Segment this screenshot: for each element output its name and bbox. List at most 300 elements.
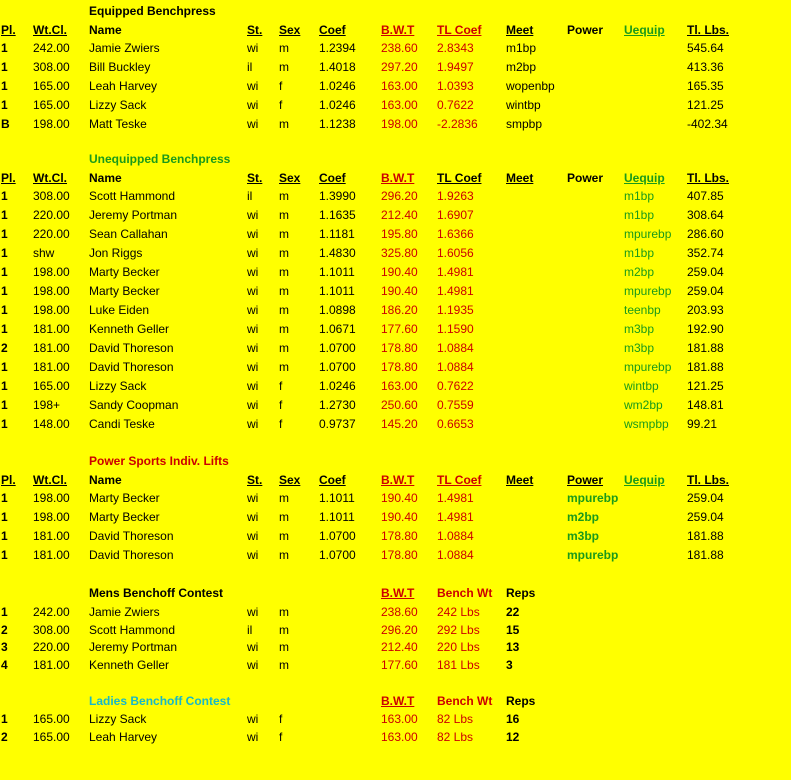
header-lbs: Tl. Lbs. <box>687 473 729 487</box>
cell-bwt: 163.00 <box>381 730 418 744</box>
cell-coef: 1.3990 <box>319 189 356 203</box>
cell-lbs: 148.81 <box>687 398 724 412</box>
header-st: St. <box>247 171 263 185</box>
cell-coef: 1.0700 <box>319 341 356 355</box>
cell-sex: m <box>279 284 289 298</box>
cell-st: wi <box>247 303 259 317</box>
cell-pl: 2 <box>1 730 8 744</box>
cell-st: wi <box>247 657 259 672</box>
cell-wt: 220.00 <box>33 227 70 241</box>
table-row <box>0 622 791 638</box>
cell-name: Jamie Zwiers <box>89 41 160 55</box>
cell-wt: 198.00 <box>33 491 70 505</box>
cell-lbs: 259.04 <box>687 491 724 505</box>
cell-pl: 2 <box>1 341 8 355</box>
header-sex: Sex <box>279 473 301 487</box>
section-header-mens <box>0 585 791 601</box>
cell-coef: 1.1011 <box>319 265 355 279</box>
cell-sex: m <box>279 510 289 524</box>
table-row <box>0 97 791 113</box>
section-title-equipped: Equipped Benchpress <box>89 4 216 18</box>
cell-pl: 1 <box>1 41 8 55</box>
cell-wt: 181.00 <box>33 657 70 672</box>
header-bwt: B.W.T <box>381 171 415 185</box>
table-row <box>0 264 791 280</box>
cell-name: David Thoreson <box>89 548 174 562</box>
cell-coef: 1.0246 <box>319 98 356 112</box>
cell-sex: m <box>279 303 289 317</box>
cell-pl: 1 <box>1 189 8 203</box>
cell-bwt: 250.60 <box>381 398 418 412</box>
cell-tl: 1.4981 <box>437 510 474 524</box>
cell-st: wi <box>247 98 259 112</box>
cell-pl: 1 <box>1 79 8 93</box>
cell-st: wi <box>247 640 259 654</box>
cell-pl: 1 <box>1 605 8 619</box>
cell-meet: m1bp <box>506 41 537 55</box>
cell-tl: 1.9263 <box>437 189 474 203</box>
cell-wt: 242.00 <box>33 41 70 55</box>
cell-name: Marty Becker <box>89 510 160 524</box>
cell-reps: 12 <box>506 730 520 744</box>
cell-bwt: 238.60 <box>381 605 418 619</box>
cell-bwt: 163.00 <box>381 712 418 726</box>
cell-lbs: 259.04 <box>687 265 724 279</box>
cell-pl: 2 <box>1 622 8 637</box>
cell-sex: m <box>279 208 289 222</box>
cell-name: Matt Teske <box>89 117 147 131</box>
cell-wt: 165.00 <box>33 98 70 112</box>
cell-tl: 1.0884 <box>437 341 474 355</box>
cell-st: wi <box>247 265 259 279</box>
cell-pl: 1 <box>1 303 8 317</box>
cell-tl: 0.6653 <box>437 417 474 431</box>
header-pl: Pl. <box>1 23 16 37</box>
cell-st: wi <box>247 548 259 562</box>
section-title-mens: Mens Benchoff Contest <box>89 586 224 600</box>
cell-lbs: 545.64 <box>687 41 724 55</box>
cell-name: Leah Harvey <box>89 730 158 744</box>
table-row <box>0 40 791 56</box>
cell-pl: 1 <box>1 265 8 279</box>
header-reps: Reps <box>506 694 536 708</box>
cell-coef: 1.4018 <box>319 60 356 74</box>
cell-wt: shw <box>33 246 55 260</box>
cell-name: Kenneth Geller <box>89 322 170 336</box>
cell-st: wi <box>247 79 259 93</box>
cell-lbs: 308.64 <box>687 208 724 222</box>
cell-wt: 308.00 <box>33 622 70 637</box>
table-row <box>0 604 791 620</box>
cell-coef: 0.9737 <box>319 417 356 431</box>
cell-bwt: 212.40 <box>381 208 418 222</box>
cell-sex: f <box>279 98 283 112</box>
cell-tl: 1.0884 <box>437 360 474 374</box>
cell-wt: 198.00 <box>33 284 70 298</box>
cell-sex: m <box>279 265 289 279</box>
cell-name: Lizzy Sack <box>89 379 147 393</box>
table-row <box>0 711 791 727</box>
cell-bwt: 178.80 <box>381 360 418 374</box>
cell-coef: 1.0700 <box>319 529 356 543</box>
cell-tl: 1.0884 <box>437 529 474 543</box>
cell-coef: 1.0246 <box>319 79 356 93</box>
cell-tl: 1.6056 <box>437 246 474 260</box>
cell-reps: 15 <box>506 622 520 637</box>
cell-pl: 1 <box>1 491 8 505</box>
cell-name: Marty Becker <box>89 284 160 298</box>
header-bwt: B.W.T <box>381 694 415 708</box>
cell-sex: m <box>279 360 289 374</box>
cell-wt: 181.00 <box>33 360 70 374</box>
cell-name: Jamie Zwiers <box>89 605 160 619</box>
cell-bench: 292 Lbs <box>437 622 480 637</box>
cell-sex: f <box>279 398 283 412</box>
cell-tl: 1.0884 <box>437 548 474 562</box>
cell-tl: 1.1590 <box>437 322 474 336</box>
cell-pl: 1 <box>1 379 8 393</box>
cell-name: Bill Buckley <box>89 60 151 74</box>
cell-tl: -2.2836 <box>437 117 478 131</box>
cell-st: wi <box>247 398 259 412</box>
cell-bwt: 212.40 <box>381 640 418 654</box>
cell-sex: m <box>279 341 289 355</box>
cell-lbs: 259.04 <box>687 284 724 298</box>
cell-sex: f <box>279 79 283 93</box>
cell-lbs: 286.60 <box>687 227 724 241</box>
header-bench: Bench Wt <box>437 586 493 600</box>
cell-sex: m <box>279 605 289 619</box>
cell-lbs: 181.88 <box>687 360 724 374</box>
header-name: Name <box>89 23 122 37</box>
cell-lbs: 165.35 <box>687 79 724 93</box>
header-tl: TL Coef <box>437 171 482 185</box>
cell-bwt: 296.20 <box>381 189 418 203</box>
cell-wt: 308.00 <box>33 60 70 74</box>
cell-uneq: m3bp <box>624 341 655 355</box>
table-row <box>0 245 791 261</box>
cell-pl: 1 <box>1 246 8 260</box>
cell-name: Scott Hammond <box>89 189 176 203</box>
cell-uneq: mpurebp <box>624 227 672 241</box>
cell-coef: 1.0700 <box>319 548 356 562</box>
cell-lbs: 259.04 <box>687 510 724 524</box>
cell-coef: 1.0246 <box>319 379 356 393</box>
cell-tl: 1.9497 <box>437 60 474 74</box>
header-meet: Meet <box>506 473 534 487</box>
cell-bench: 82 Lbs <box>437 712 474 726</box>
cell-name: Jon Riggs <box>89 246 143 260</box>
cell-tl: 1.0393 <box>437 79 474 93</box>
cell-coef: 1.0671 <box>319 322 356 336</box>
cell-bwt: 190.40 <box>381 491 418 505</box>
header-uneq: Uequip <box>624 473 665 487</box>
header-tl: TL Coef <box>437 23 482 37</box>
cell-bwt: 145.20 <box>381 417 418 431</box>
header-sex: Sex <box>279 23 301 37</box>
header-lbs: Tl. Lbs. <box>687 23 729 37</box>
header-bwt: B.W.T <box>381 473 415 487</box>
cell-pl: 1 <box>1 510 8 524</box>
cell-st: wi <box>247 360 259 374</box>
cell-wt: 198.00 <box>33 265 70 279</box>
cell-uneq: mpurebp <box>624 284 672 298</box>
header-st: St. <box>247 23 263 37</box>
header-lbs: Tl. Lbs. <box>687 171 729 185</box>
cell-st: il <box>247 622 253 637</box>
cell-coef: 1.1011 <box>319 491 355 505</box>
table-row <box>0 302 791 318</box>
header-sex: Sex <box>279 171 301 185</box>
cell-tl: 0.7622 <box>437 379 474 393</box>
cell-pl: 1 <box>1 98 8 112</box>
cell-name: Jeremy Portman <box>89 208 178 222</box>
cell-sex: m <box>279 548 289 562</box>
cell-lbs: 413.36 <box>687 60 724 74</box>
table-row <box>0 729 791 745</box>
cell-lbs: 181.88 <box>687 529 724 543</box>
cell-pl: 1 <box>1 712 8 726</box>
table-row <box>0 359 791 375</box>
cell-st: wi <box>247 491 259 505</box>
table-row <box>0 547 791 563</box>
cell-name: Kenneth Geller <box>89 657 170 672</box>
cell-lbs: 121.25 <box>687 98 724 112</box>
cell-wt: 198+ <box>33 398 61 412</box>
cell-name: Scott Hammond <box>89 622 176 637</box>
cell-name: David Thoreson <box>89 341 174 355</box>
cell-name: Jeremy Portman <box>89 640 178 654</box>
cell-coef: 1.2730 <box>319 398 356 412</box>
cell-coef: 1.1635 <box>319 208 356 222</box>
cell-lbs: 121.25 <box>687 379 724 393</box>
cell-sex: m <box>279 189 289 203</box>
cell-uneq: m3bp <box>624 322 655 336</box>
cell-wt: 165.00 <box>33 730 70 744</box>
cell-st: wi <box>247 41 259 55</box>
cell-power: m3bp <box>567 529 600 543</box>
cell-pl: 1 <box>1 227 8 241</box>
cell-sex: m <box>279 60 289 74</box>
header-power: Power <box>567 171 604 185</box>
cell-name: Lizzy Sack <box>89 712 147 726</box>
cell-coef: 1.1181 <box>319 227 355 241</box>
cell-st: wi <box>247 379 259 393</box>
cell-bwt: 195.80 <box>381 227 418 241</box>
cell-pl: 1 <box>1 529 8 543</box>
cell-tl: 0.7559 <box>437 398 474 412</box>
cell-coef: 1.0700 <box>319 360 356 374</box>
table-row <box>0 528 791 544</box>
table-row <box>0 657 791 673</box>
header-tl: TL Coef <box>437 473 482 487</box>
cell-power: mpurebp <box>567 548 619 562</box>
header-wt: Wt.Cl. <box>33 171 67 185</box>
table-row <box>0 283 791 299</box>
cell-st: il <box>247 189 253 203</box>
section-header-ladies <box>0 693 791 709</box>
cell-coef: 1.1238 <box>319 117 356 131</box>
cell-bwt: 325.80 <box>381 246 418 260</box>
cell-lbs: 181.88 <box>687 341 724 355</box>
cell-st: wi <box>247 208 259 222</box>
cell-bwt: 238.60 <box>381 41 418 55</box>
cell-uneq: mpurebp <box>624 360 672 374</box>
cell-uneq: wsmpbp <box>624 417 669 431</box>
table-row <box>0 490 791 506</box>
cell-reps: 16 <box>506 712 520 726</box>
cell-power: mpurebp <box>567 491 619 505</box>
cell-st: wi <box>247 322 259 336</box>
cell-bench: 82 Lbs <box>437 730 474 744</box>
cell-pl: B <box>1 117 10 131</box>
cell-name: David Thoreson <box>89 360 174 374</box>
cell-st: wi <box>247 510 259 524</box>
cell-tl: 2.8343 <box>437 41 474 55</box>
cell-coef: 1.1011 <box>319 284 355 298</box>
cell-reps: 13 <box>506 640 520 654</box>
cell-name: Sandy Coopman <box>89 398 179 412</box>
cell-wt: 198.00 <box>33 303 70 317</box>
header-bwt: B.W.T <box>381 23 415 37</box>
cell-bwt: 178.80 <box>381 548 418 562</box>
cell-tl: 0.7622 <box>437 98 474 112</box>
table-row <box>0 509 791 525</box>
cell-lbs: -402.34 <box>687 117 728 131</box>
cell-bwt: 163.00 <box>381 98 418 112</box>
cell-sex: m <box>279 622 289 637</box>
cell-bwt: 163.00 <box>381 379 418 393</box>
cell-pl: 1 <box>1 284 8 298</box>
cell-bench: 220 Lbs <box>437 640 480 654</box>
cell-wt: 165.00 <box>33 379 70 393</box>
cell-sex: m <box>279 117 289 131</box>
cell-reps: 3 <box>506 657 513 672</box>
cell-bench: 242 Lbs <box>437 605 480 619</box>
cell-name: Marty Becker <box>89 491 160 505</box>
header-coef: Coef <box>319 473 346 487</box>
cell-wt: 165.00 <box>33 712 70 726</box>
cell-tl: 1.6907 <box>437 208 474 222</box>
header-reps: Reps <box>506 586 536 600</box>
section-title-unequipped: Unequipped Benchpress <box>89 152 231 166</box>
cell-st: wi <box>247 730 259 744</box>
cell-coef: 1.0898 <box>319 303 356 317</box>
cell-lbs: 181.88 <box>687 548 724 562</box>
cell-uneq: wm2bp <box>624 398 663 412</box>
cell-pl: 3 <box>1 640 8 654</box>
cell-sex: m <box>279 529 289 543</box>
header-uneq: Uequip <box>624 171 665 185</box>
table-row <box>0 188 791 204</box>
cell-wt: 181.00 <box>33 548 70 562</box>
table-row <box>0 639 791 655</box>
table-row <box>0 78 791 94</box>
cell-name: Leah Harvey <box>89 79 158 93</box>
table-row <box>0 207 791 223</box>
cell-name: Marty Becker <box>89 265 160 279</box>
cell-bwt: 190.40 <box>381 510 418 524</box>
cell-name: Sean Callahan <box>89 227 168 241</box>
cell-wt: 148.00 <box>33 417 70 431</box>
cell-tl: 1.4981 <box>437 491 474 505</box>
header-pl: Pl. <box>1 171 16 185</box>
cell-uneq: teenbp <box>624 303 661 317</box>
cell-sex: m <box>279 657 289 672</box>
cell-tl: 1.4981 <box>437 265 474 279</box>
cell-st: wi <box>247 227 259 241</box>
cell-wt: 198.00 <box>33 117 70 131</box>
section-title-power: Power Sports Indiv. Lifts <box>89 454 229 468</box>
cell-coef: 1.4830 <box>319 246 356 260</box>
table-row <box>0 226 791 242</box>
header-power: Power <box>567 473 604 487</box>
cell-tl: 1.1935 <box>437 303 474 317</box>
cell-bwt: 198.00 <box>381 117 418 131</box>
cell-pl: 1 <box>1 548 8 562</box>
cell-pl: 1 <box>1 322 8 336</box>
cell-bwt: 297.20 <box>381 60 418 74</box>
cell-name: Candi Teske <box>89 417 155 431</box>
cell-coef: 1.2394 <box>319 41 356 55</box>
cell-lbs: 192.90 <box>687 322 724 336</box>
cell-meet: m2bp <box>506 60 537 74</box>
cell-sex: f <box>279 417 283 431</box>
section-title-ladies: Ladies Benchoff Contest <box>89 694 231 708</box>
table-header <box>0 22 791 38</box>
cell-name: David Thoreson <box>89 529 174 543</box>
header-pl: Pl. <box>1 473 16 487</box>
cell-wt: 308.00 <box>33 189 70 203</box>
cell-sex: f <box>279 730 283 744</box>
table-row <box>0 378 791 394</box>
cell-reps: 22 <box>506 605 520 619</box>
table-row <box>0 340 791 356</box>
cell-sex: f <box>279 379 283 393</box>
table-header <box>0 170 791 186</box>
cell-bwt: 177.60 <box>381 322 418 336</box>
cell-bwt: 178.80 <box>381 529 418 543</box>
header-power: Power <box>567 23 604 37</box>
cell-bench: 181 Lbs <box>437 657 480 672</box>
cell-bwt: 190.40 <box>381 265 418 279</box>
header-meet: Meet <box>506 171 534 185</box>
header-bench: Bench Wt <box>437 694 493 708</box>
cell-pl: 1 <box>1 417 8 431</box>
cell-uneq: m1bp <box>624 189 655 203</box>
cell-sex: f <box>279 712 283 726</box>
cell-st: wi <box>247 417 259 431</box>
table-row <box>0 397 791 413</box>
cell-pl: 1 <box>1 208 8 222</box>
table-header <box>0 472 791 488</box>
cell-wt: 165.00 <box>33 79 70 93</box>
cell-tl: 1.4981 <box>437 284 474 298</box>
cell-uneq: m1bp <box>624 246 655 260</box>
cell-st: wi <box>247 712 259 726</box>
table-row <box>0 59 791 75</box>
cell-st: wi <box>247 341 259 355</box>
header-wt: Wt.Cl. <box>33 23 67 37</box>
header-wt: Wt.Cl. <box>33 473 67 487</box>
cell-lbs: 352.74 <box>687 246 724 260</box>
cell-st: il <box>247 60 253 74</box>
cell-meet: wintbp <box>506 98 541 112</box>
header-st: St. <box>247 473 263 487</box>
cell-sex: m <box>279 491 289 505</box>
cell-sex: m <box>279 640 289 654</box>
table-row <box>0 416 791 432</box>
